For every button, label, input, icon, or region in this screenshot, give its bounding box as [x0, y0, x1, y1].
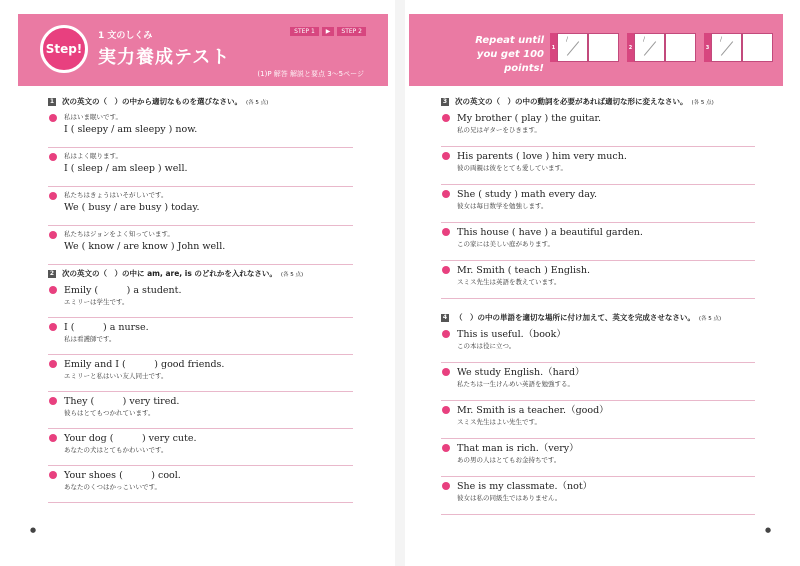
question-japanese: 私はいま眠いです。 [64, 113, 122, 121]
question-japanese: エミリーは学生です。 [64, 298, 129, 306]
question-item [441, 401, 755, 439]
question-item [441, 439, 755, 477]
repeat-message [439, 34, 544, 76]
bullet-icon [442, 228, 450, 236]
repeat-line-2: you get 100 points! [476, 49, 544, 74]
question-english: She is my classmate.（not） [457, 481, 593, 492]
instruction-text: （ ）の中の単語を適切な場所に付け加えて、英文を完成させなさい。 [455, 313, 695, 322]
section-number: 1 [49, 97, 55, 105]
score-box[interactable] [588, 33, 619, 62]
question-item [441, 363, 755, 401]
unit-label: 1 文のしくみ [98, 31, 153, 41]
question-japanese: エミリーと私はいい友人同士です。 [64, 372, 168, 380]
question-english: They ( ) very tired. [64, 396, 180, 407]
bullet-icon [442, 406, 450, 414]
section-number: 2 [49, 269, 55, 277]
right-page [405, 0, 800, 566]
question-japanese: 私たちはジョンをよく知っています。 [64, 230, 174, 238]
bullet-icon [442, 444, 450, 452]
question-english: She ( study ) math every day. [457, 189, 598, 200]
question-japanese: 私の兄はギターをひきます。 [457, 126, 541, 134]
question-japanese: この本は役に立つ。 [457, 342, 516, 350]
points-label: (各 5 点) [691, 99, 714, 106]
question-japanese: あの男の人はとてもお金持ちです。 [457, 456, 561, 464]
bullet-icon [442, 114, 450, 122]
unit-header [18, 14, 388, 86]
question-english: Your shoes ( ) cool. [64, 470, 181, 481]
question-item [48, 318, 353, 355]
points-label: (各 5 点) [246, 99, 269, 106]
question-english: That man is rich.（very） [457, 443, 579, 454]
bullet-icon [49, 397, 57, 405]
step-tags [290, 27, 366, 36]
book-gutter [395, 0, 405, 566]
question-japanese: スミス先生は英語を教えています。 [457, 278, 561, 286]
bullet-icon [49, 231, 57, 239]
question-english: His parents ( love ) him very much. [457, 151, 627, 162]
question-english: My brother ( play ) the guitar. [457, 113, 602, 124]
question-english: Emily and I ( ) good friends. [64, 359, 225, 370]
bullet-icon [442, 482, 450, 490]
question-item [48, 187, 353, 226]
score-box[interactable] [742, 33, 773, 62]
date-box[interactable] [634, 33, 665, 62]
bullet-icon [442, 330, 450, 338]
bullet-icon [49, 471, 57, 479]
question-japanese: あなたの犬はとてもかわいいです。 [64, 446, 168, 454]
bullet-icon [49, 153, 57, 161]
question-japanese: スミス先生はよい先生です。 [457, 418, 541, 426]
question-english: This house ( have ) a beautiful garden. [457, 227, 643, 238]
question-item [441, 325, 755, 363]
question-english: I ( ) a nurse. [64, 322, 149, 333]
section-3 [441, 94, 755, 299]
section-1 [48, 94, 353, 265]
question-item [441, 185, 755, 223]
question-item [48, 466, 353, 503]
instruction-text: 次の英文の（ ）の中に am, are, is のどれかを入れなさい。 [62, 269, 277, 278]
section-number: 3 [442, 97, 448, 105]
page-title: 実力養成テスト [98, 47, 231, 68]
question-english: Your dog ( ) very cute. [64, 433, 197, 444]
score-check-3[interactable] [704, 33, 773, 62]
question-list [48, 109, 353, 265]
section-instruction [48, 94, 353, 109]
question-item [48, 355, 353, 392]
question-japanese: 彼女は毎日数学を勉強します。 [457, 202, 548, 210]
attempt-number: 2 [627, 33, 634, 62]
section-instruction [441, 94, 755, 109]
score-checkboxes [550, 33, 773, 62]
question-list [48, 281, 353, 503]
question-english: Mr. Smith ( teach ) English. [457, 265, 591, 276]
question-item [441, 109, 755, 147]
repeat-header [409, 14, 783, 86]
question-japanese: 彼の両親は彼をとても愛しています。 [457, 164, 567, 172]
left-page [0, 0, 395, 566]
question-item [441, 261, 755, 299]
bullet-icon [49, 434, 57, 442]
question-japanese: 私は看護師です。 [64, 335, 116, 343]
question-japanese: 彼らはとてもつかれています。 [64, 409, 155, 417]
question-item [48, 226, 353, 265]
step-arrow: ▶ [322, 27, 335, 36]
question-item [48, 148, 353, 187]
section-instruction [48, 266, 353, 281]
points-label: (各 5 点) [698, 315, 722, 322]
score-box[interactable] [665, 33, 696, 62]
answer-reference: (1)P 解答 解説と要点 3〜5ページ [257, 70, 364, 78]
question-item [441, 223, 755, 261]
bullet-icon [442, 368, 450, 376]
bullet-icon [49, 114, 57, 122]
question-japanese: 私はよく眠ります。 [64, 152, 122, 160]
question-list [441, 325, 755, 515]
question-item [48, 392, 353, 429]
date-box[interactable] [711, 33, 742, 62]
score-check-1[interactable] [550, 33, 619, 62]
question-japanese: 私たちはきょうはいそがしいです。 [64, 191, 168, 199]
question-english: This is useful.（book） [457, 329, 566, 340]
question-english: I ( sleepy / am sleepy ) now. [64, 124, 198, 135]
question-english: We ( know / are know ) John well. [64, 241, 226, 252]
bullet-icon [49, 192, 57, 200]
question-english: We ( busy / are busy ) today. [64, 202, 200, 213]
section-number: 4 [442, 313, 448, 321]
section-2 [48, 266, 353, 503]
bullet-icon [442, 266, 450, 274]
step-badge: Step! [40, 25, 88, 73]
section-instruction [441, 310, 755, 325]
bullet-icon [49, 360, 57, 368]
step-tag-1: STEP 1 [290, 27, 319, 36]
question-item [48, 109, 353, 148]
question-japanese: 彼女は私の同級生ではありません。 [457, 494, 562, 502]
score-check-2[interactable] [627, 33, 696, 62]
question-english: Mr. Smith is a teacher.（good） [457, 405, 609, 416]
attempt-number: 3 [704, 33, 711, 62]
question-item [441, 477, 755, 515]
question-item [441, 147, 755, 185]
bullet-icon [442, 152, 450, 160]
attempt-number: 1 [550, 33, 557, 62]
step-tag-2: STEP 2 [337, 27, 366, 36]
question-item [48, 281, 353, 318]
instruction-text: 次の英文の（ ）の中から適切なものを選びなさい。 [62, 97, 242, 106]
question-english: I ( sleep / am sleep ) well. [64, 163, 188, 174]
repeat-line-1: Repeat until [475, 35, 544, 46]
points-label: (各 5 点) [280, 271, 304, 278]
question-english: We study English.（hard） [457, 367, 585, 378]
section-4 [441, 310, 755, 515]
question-japanese: 私たちは一生けんめい英語を勉強する。 [457, 380, 574, 388]
page-number: ● [30, 526, 37, 534]
question-japanese: あなたのくつはかっこいいです。 [64, 483, 161, 491]
page-number: ● [765, 526, 772, 534]
instruction-text: 次の英文の（ ）の中の動詞を必要があれば適切な形に変えなさい。 [455, 97, 688, 106]
bullet-icon [49, 286, 57, 294]
question-list [441, 109, 755, 299]
bullet-icon [442, 190, 450, 198]
question-item [48, 429, 353, 466]
question-japanese: この家には美しい庭があります。 [457, 240, 554, 248]
bullet-icon [49, 323, 57, 331]
date-box[interactable] [557, 33, 588, 62]
question-english: Emily ( ) a student. [64, 285, 182, 296]
